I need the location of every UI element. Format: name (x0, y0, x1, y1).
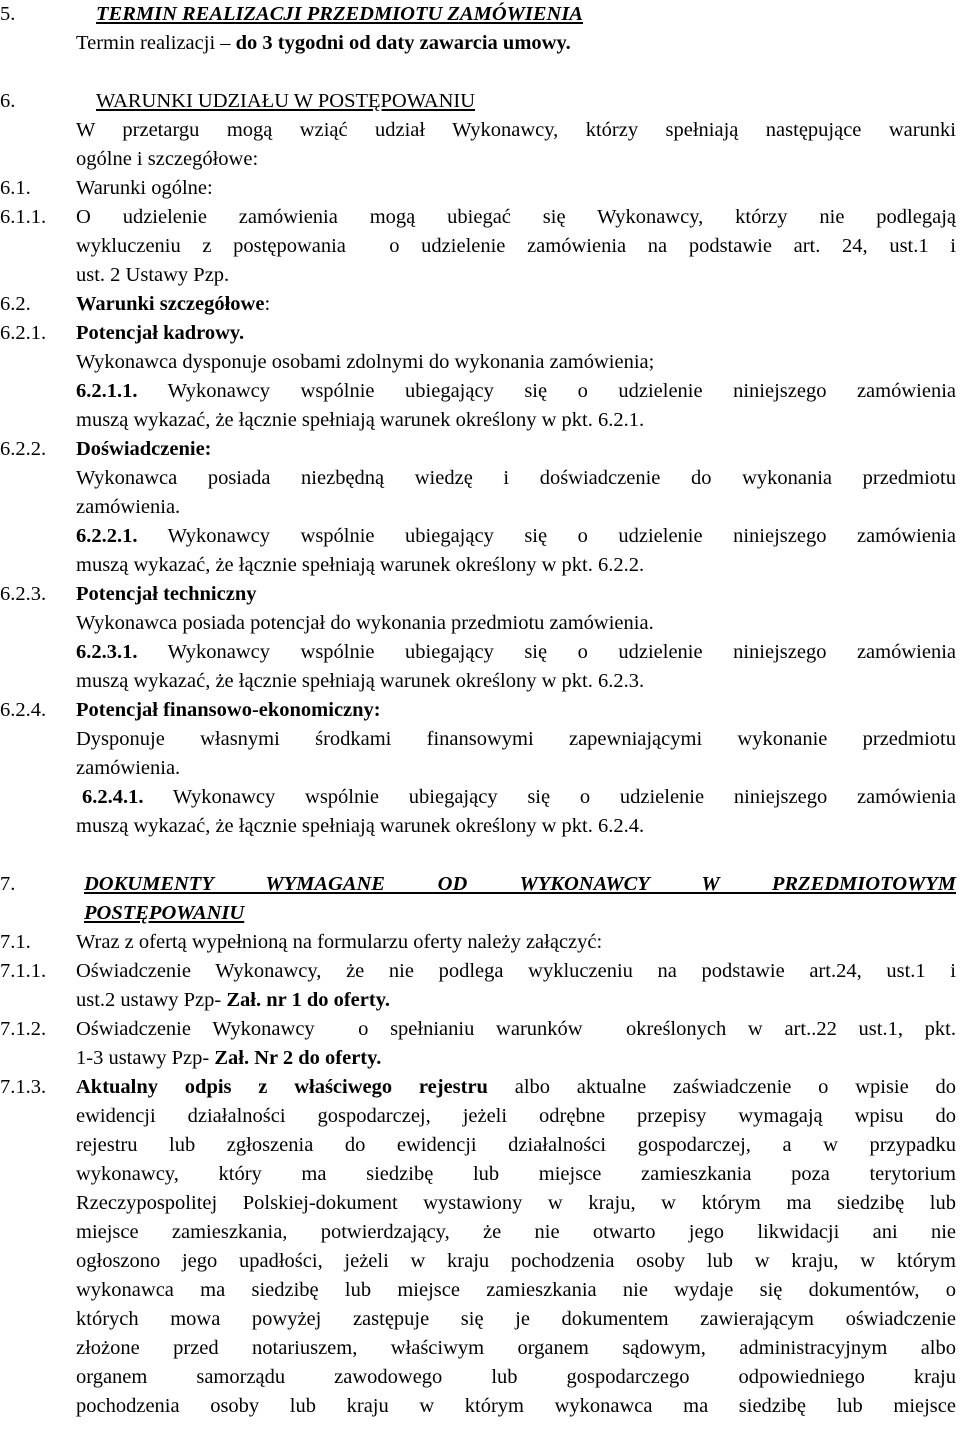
text-line: Wykonawca dysponuje osobami zdolnymi do wykonania zamówienia; (76, 351, 655, 373)
text-span: Wykonawcy wspólnie ubiegający się o udzielenie niniejszego zamówienia (167, 525, 956, 547)
clause-text (82, 783, 956, 812)
text-line: zamówienia. (76, 496, 181, 518)
clause-number: 6.2.4.1. (82, 786, 144, 808)
text-line: złożone przed notariuszem, właściwym organem sądowym, administracyjnym albo (76, 1337, 956, 1359)
text-line: rejestru lub zgłoszenia do ewidencji działalności gospodarczej, a w przypadku (76, 1134, 956, 1156)
text-line: muszą wykazać, że łącznie spełniają warunek określony w pkt. 6.2.2. (76, 554, 645, 576)
text-line: Wykonawca posiada niezbędną wiedzę i doświadczenie do wykonania przedmiotu (76, 467, 956, 489)
clause-number: 6.2.3. (0, 583, 47, 605)
text-line: Dysponuje własnymi środkami finansowymi zapewniającymi wykonanie przedmiotu (76, 728, 956, 750)
bold-span: Warunki szczegółowe (76, 293, 265, 315)
section-6-heading: WARUNKI UDZIAŁU W POSTĘPOWANIU (96, 90, 476, 112)
clause-heading: Doświadczenie: (76, 438, 212, 460)
clause-text (76, 290, 956, 319)
clause-text: O udzielenie zamówienia mogą ubiegać się Wykonawcy, którzy nie podlegają (76, 206, 956, 228)
text-span: Wykonawcy wspólnie ubiegający się o udzielenie niniejszego zamówienia (172, 786, 956, 808)
section-5-text (76, 29, 956, 58)
clause-number: 6.2.1. (0, 322, 47, 344)
clause-number: 6.2.3.1. (76, 641, 138, 663)
clause-number: 6.2.4. (0, 699, 47, 721)
text-line: miejsce zamieszkania, potwierdzający, że nie otwarto jego likwidacji ani nie (76, 1221, 956, 1243)
section-number: 7. (0, 873, 16, 895)
section-7-heading: DOKUMENTY WYMAGANE OD WYKONAWCY W PRZEDMIOTOWYM (84, 873, 956, 895)
text-line: muszą wykazać, że łącznie spełniają warunek określony w pkt. 6.2.3. (76, 670, 645, 692)
clause-text: Wraz z ofertą wypełnioną na formularzu oferty należy załączyć: (76, 931, 603, 953)
text-line: których mowa powyżej zastępuje się je dokumentem zawierającym oświadczenie (76, 1308, 956, 1330)
text-line: muszą wykazać, że łącznie spełniają warunek określony w pkt. 6.2.1. (76, 409, 645, 431)
text-line (76, 1044, 956, 1073)
clause-text: Oświadczenie Wykonawcy, że nie podlega wykluczeniu na podstawie art.24, ust.1 i (76, 960, 956, 982)
text-line: Rzeczypospolitej Polskiej-dokument wystawiony w kraju, w którym ma siedzibę lub (76, 1192, 956, 1214)
section-5-heading: TERMIN REALIZACJI PRZEDMIOTU ZAMÓWIENIA (96, 3, 583, 25)
text-line: ewidencji działalności gospodarczej, jeżeli odrębne przepisy wymagają wpisu do (76, 1105, 956, 1127)
text-span: ust.2 ustawy Pzp- (76, 989, 227, 1011)
text-span: : (264, 293, 271, 315)
text-line: ust. 2 Ustawy Pzp. (76, 264, 230, 286)
text-span: albo aktualne zaświadczenie o wpisie do (487, 1076, 956, 1098)
section-number: 6. (0, 90, 16, 112)
clause-text (76, 377, 956, 406)
text-line: pochodzenia osoby lub kraju w którym wykonawca ma siedzibę lub miejsce (76, 1395, 956, 1417)
clause-heading: Potencjał finansowo-ekonomiczny: (76, 699, 381, 721)
text-line: W przetargu mogą wziąć udział Wykonawcy, którzy spełniają następujące warunki (76, 119, 956, 141)
bold-span: do 3 tygodni od daty zawarcia umowy. (235, 32, 571, 54)
bold-span: Aktualny odpis z właściwego rejestru (76, 1076, 488, 1098)
clause-text (76, 638, 956, 667)
text-line: muszą wykazać, że łącznie spełniają warunek określony w pkt. 6.2.4. (76, 815, 645, 837)
text-span: Wykonawcy wspólnie ubiegający się o udzielenie niniejszego zamówienia (167, 641, 956, 663)
text-line: zamówienia. (76, 757, 181, 779)
text-span: Termin realizacji – (76, 32, 236, 54)
attachment-ref: Zał. nr 1 do oferty. (226, 989, 390, 1011)
clause-number: 7.1.3. (0, 1076, 47, 1098)
clause-number: 6.1. (0, 177, 31, 199)
clause-text (76, 522, 956, 551)
attachment-ref: Zał. Nr 2 do oferty. (214, 1047, 382, 1069)
text-line: ogólne i szczegółowe: (76, 148, 259, 170)
clause-number: 7.1.2. (0, 1018, 47, 1040)
section-number: 5. (0, 3, 16, 25)
clause-number: 6.2. (0, 293, 31, 315)
text-line (76, 986, 956, 1015)
text-line: ogłoszono jego upadłości, jeżeli w kraju pochodzenia osoby lub w kraju, w którym (76, 1250, 956, 1272)
clause-text (76, 1073, 956, 1102)
text-line: wykluczeniu z postępowania o udzielenie zamówienia na podstawie art. 24, ust.1 i (76, 235, 956, 257)
clause-text: Oświadczenie Wykonawcy o spełnianiu warunków określonych w art..22 ust.1, pkt. (76, 1018, 956, 1040)
clause-number: 6.2.1.1. (76, 380, 138, 402)
clause-number: 7.1.1. (0, 960, 47, 982)
clause-heading: Potencjał techniczny (76, 583, 257, 605)
text-line: Wykonawca posiada potencjał do wykonania przedmiotu zamówienia. (76, 612, 654, 634)
clause-number: 6.2.2. (0, 438, 47, 460)
clause-number: 6.1.1. (0, 206, 47, 228)
text-line: organem samorządu zawodowego lub gospodarczego odpowiedniego kraju (76, 1366, 956, 1388)
clause-heading: Potencjał kadrowy. (76, 322, 245, 344)
section-7-heading-cont: POSTĘPOWANIU (84, 902, 245, 924)
clause-number: 6.2.2.1. (76, 525, 138, 547)
text-line: wykonawca ma siedzibę lub miejsce zamieszkania nie wydaje się dokumentów, o (76, 1279, 956, 1301)
text-line: wykonawcy, który ma siedzibę lub miejsce zamieszkania poza terytorium (76, 1163, 956, 1185)
clause-text: Warunki ogólne: (76, 177, 213, 199)
text-span: Wykonawcy wspólnie ubiegający się o udzielenie niniejszego zamówienia (167, 380, 956, 402)
clause-number: 7.1. (0, 931, 31, 953)
text-span: 1-3 ustawy Pzp- (76, 1047, 215, 1069)
